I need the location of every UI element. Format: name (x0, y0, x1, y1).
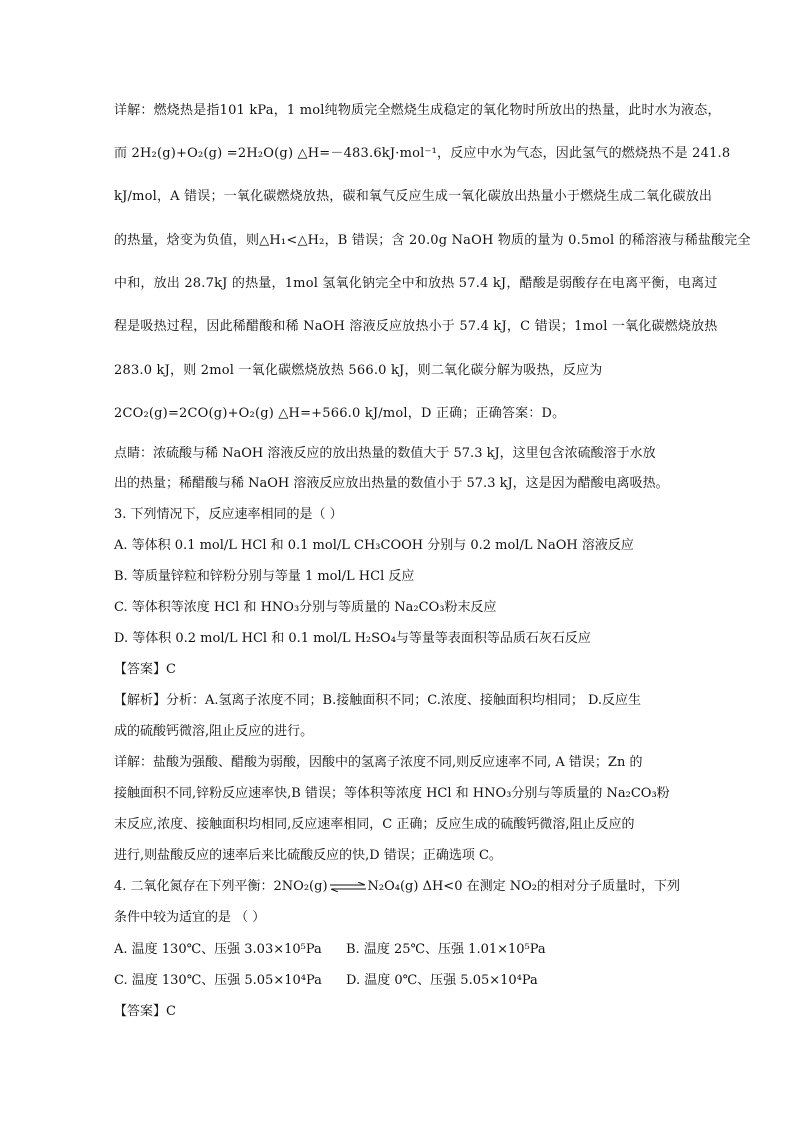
option-a: A. 温度 130℃、压强 3.03×10⁵Pa (114, 942, 322, 957)
detail-line: 进行,则盐酸反应的速率后来比硫酸反应的快,D 错误；正确选项 C。 (114, 848, 502, 863)
option-c: C. 温度 130℃、压强 5.05×10⁴Pa (114, 973, 322, 988)
solution-line: 程是吸热过程，因此稀醋酸和稀 NaOH 溶液反应放热小于 57.4 kJ，C 错误；1mol 一氧化碳燃烧放热 (114, 319, 718, 334)
analysis-line: 成的硫酸钙微溶,阻止反应的进行。 (114, 724, 314, 739)
question-3-stem: 3. 下列情况下，反应速率相同的是（ ） (114, 507, 343, 522)
option-a: A. 等体积 0.1 mol/L HCl 和 0.1 mol/L CH₃COOH 分别与 0.2 mol/L NaOH 溶液反应 (114, 538, 634, 553)
solution-line: 283.0 kJ，则 2mol 一氧化碳燃烧放热 566.0 kJ，则二氧化碳分解为吸热，反应为 (114, 363, 603, 378)
solution-line: 详解：燃烧热是指101 kPa，1 mol纯物质完全燃烧生成稳定的氧化物时所放出的热量，此时水为液态， (114, 103, 721, 118)
solution-line: 中和，放出 28.7kJ 的热量，1mol 氢氧化钠完全中和放热 57.4 kJ，醋酸是弱酸存在电离平衡，电离过 (114, 276, 718, 291)
equilibrium-arrow-icon (328, 882, 368, 892)
answer-label: 【答案】C (114, 662, 176, 677)
question-4-stem-line2: 条件中较为适宜的是 （ ） (114, 910, 266, 925)
detail-line: 末反应,浓度、接触面积均相同,反应速率相同，C 正确；反应生成的硫酸钙微溶,阻止反应的 (114, 817, 635, 832)
option-d: D. 等体积 0.2 mol/L HCl 和 0.1 mol/L H₂SO₄与等量等表面积等品质石灰石反应 (114, 631, 591, 646)
option-b: B. 等质量锌粒和锌粉分别与等量 1 mol/L HCl 反应 (114, 569, 415, 584)
question-4-stem-end: N₂O₄(g) ΔH<0 在测定 NO₂的相对分子质量时，下列 (367, 879, 680, 894)
analysis-line: 【解析】分析：A.氢离子浓度不同；B.接触面积不同；C.浓度、接触面积均相同； D.反应生 (114, 693, 642, 708)
solution-line: 2CO₂(g)=2CO(g)+O₂(g) △H=+566.0 kJ/mol，D 正确；正确答案：D。 (114, 406, 566, 421)
detail-line: 接触面积不同,锌粉反应速率快,B 错误；等体积等浓度 HCl 和 HNO₃分别与等质量的 Na₂CO₃粉 (114, 786, 670, 801)
detail-line: 详解：盐酸为强酸、醋酸为弱酸，因酸中的氢离子浓度不同,则反应速率不同, A 错误；Zn 的 (114, 755, 643, 770)
solution-line: 而 2H₂(g)+O₂(g) =2H₂O(g) △H=－483.6kJ·mol⁻¹，反应中水为气态，因此氢气的燃烧热不是 241.8 (114, 146, 731, 161)
option-b: B. 温度 25℃、压强 1.01×10⁵Pa (346, 942, 546, 957)
question-4-stem (114, 878, 680, 896)
solution-line: 的热量，焓变为负值，则△H₁<△H₂，B 错误；含 20.0g NaOH 物质的量为 0.5mol 的稀溶液与稀盐酸完全 (114, 233, 751, 248)
tip-line: 出的热量；稀醋酸与稀 NaOH 溶液反应放出热量的数值小于 57.3 kJ，这是因为醋酸电离吸热。 (114, 476, 669, 491)
option-d: D. 温度 0℃、压强 5.05×10⁴Pa (346, 973, 538, 988)
option-c: C. 等体积等浓度 HCl 和 HNO₃分别与等质量的 Na₂CO₃粉末反应 (114, 600, 497, 615)
question-4-stem-start: 4. 二氧化氮存在下列平衡：2NO₂(g) (114, 879, 328, 894)
answer-label: 【答案】C (114, 1004, 176, 1019)
solution-line: kJ/mol，A 错误；一氧化碳燃烧放热，碳和氧气反应生成一氧化碳放出热量小于燃烧生成二氧化碳放出 (114, 189, 713, 204)
tip-line: 点睛：浓硫酸与稀 NaOH 溶液反应的放出热量的数值大于 57.3 kJ，这里包含浓硫酸溶于水放 (114, 446, 656, 461)
